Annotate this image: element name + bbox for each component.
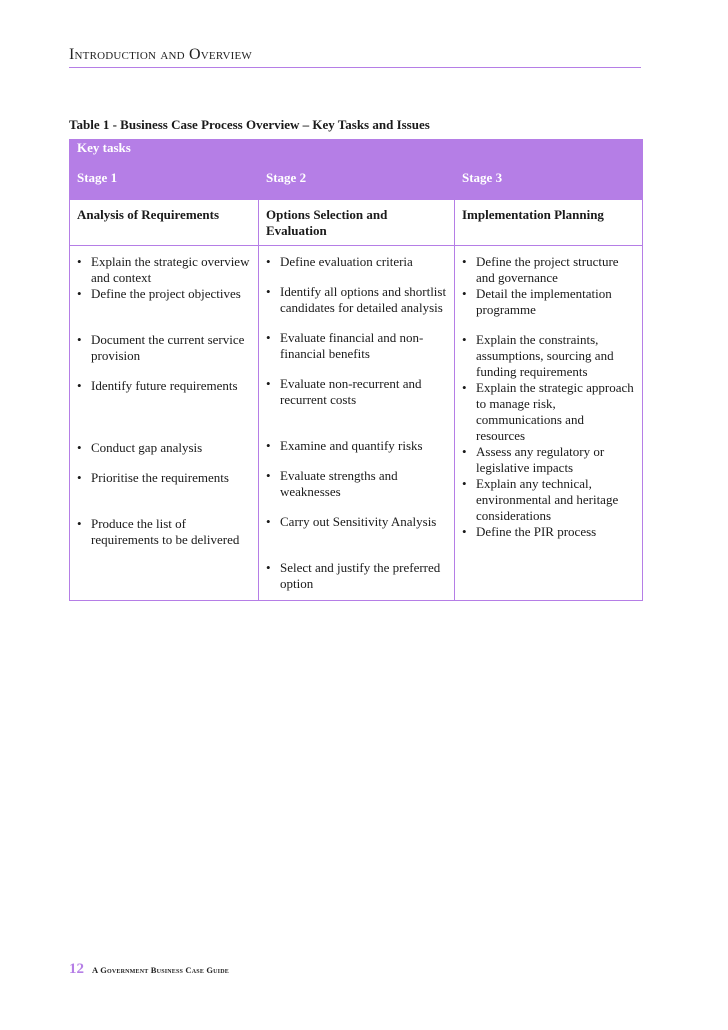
- process-overview-table: [69, 139, 643, 601]
- task-item: • Define the project objectives: [77, 286, 252, 332]
- table-caption: Table 1 - Business Case Process Overview – Key Tasks and Issues: [69, 117, 430, 132]
- task-item: • Evaluate financial and non-financial benefits: [266, 330, 448, 376]
- task-item: • Assess any regulatory or legislative impacts: [462, 444, 636, 476]
- stage-row: [70, 170, 643, 200]
- task-item: • Detail the implementation programme: [462, 286, 636, 332]
- task-item: • Examine and quantify risks: [266, 438, 448, 468]
- stage-3-task-list: [462, 254, 636, 570]
- stage-1-heading: Analysis of Requirements: [70, 200, 259, 246]
- stage-2-task-list: [266, 254, 448, 592]
- task-item: • Prioritise the requirements: [77, 470, 252, 516]
- task-item: • Evaluate non-recurrent and recurrent costs: [266, 376, 448, 438]
- page-number: 12: [69, 961, 84, 977]
- stage-3-label: Stage 3: [455, 170, 643, 200]
- stage-2-tasks: [259, 246, 455, 601]
- task-item: • Explain the constraints, assumptions, sourcing and funding requirements: [462, 332, 636, 380]
- tasks-row: [70, 246, 643, 601]
- task-item: • Explain any technical, environmental and heritage considerations: [462, 476, 636, 524]
- task-item: • Define the project structure and governance: [462, 254, 636, 286]
- task-item: • Explain the strategic approach to manage risk, communications and resources: [462, 380, 636, 444]
- stage-1-label: Stage 1: [70, 170, 259, 200]
- task-item: • Explain the strategic overview and context: [77, 254, 252, 286]
- key-tasks-title: Key tasks: [70, 140, 643, 170]
- running-head: Introduction and Overview: [69, 46, 641, 68]
- task-item: • Define evaluation criteria: [266, 254, 448, 284]
- publication-title: A Government Business Case Guide: [92, 965, 229, 975]
- task-item: • Document the current service provision: [77, 332, 252, 378]
- heading-row: [70, 200, 643, 246]
- page-footer: [69, 960, 229, 978]
- task-item: • Identify future requirements: [77, 378, 252, 440]
- stage-2-heading: Options Selection and Evaluation: [259, 200, 455, 246]
- stage-1-tasks: [70, 246, 259, 601]
- stage-2-label: Stage 2: [259, 170, 455, 200]
- task-item: • Carry out Sensitivity Analysis: [266, 514, 448, 560]
- stage-3-heading: Implementation Planning: [455, 200, 643, 246]
- task-item: • Define the PIR process: [462, 524, 636, 570]
- stage-3-tasks: [455, 246, 643, 601]
- task-item: • Evaluate strengths and weaknesses: [266, 468, 448, 514]
- stage-1-task-list: [77, 254, 252, 562]
- task-item: • Select and justify the preferred option: [266, 560, 448, 592]
- key-tasks-band: [70, 140, 643, 170]
- task-item: • Conduct gap analysis: [77, 440, 252, 470]
- task-item: • Identify all options and shortlist candidates for detailed analysis: [266, 284, 448, 330]
- task-item: • Produce the list of requirements to be delivered: [77, 516, 252, 562]
